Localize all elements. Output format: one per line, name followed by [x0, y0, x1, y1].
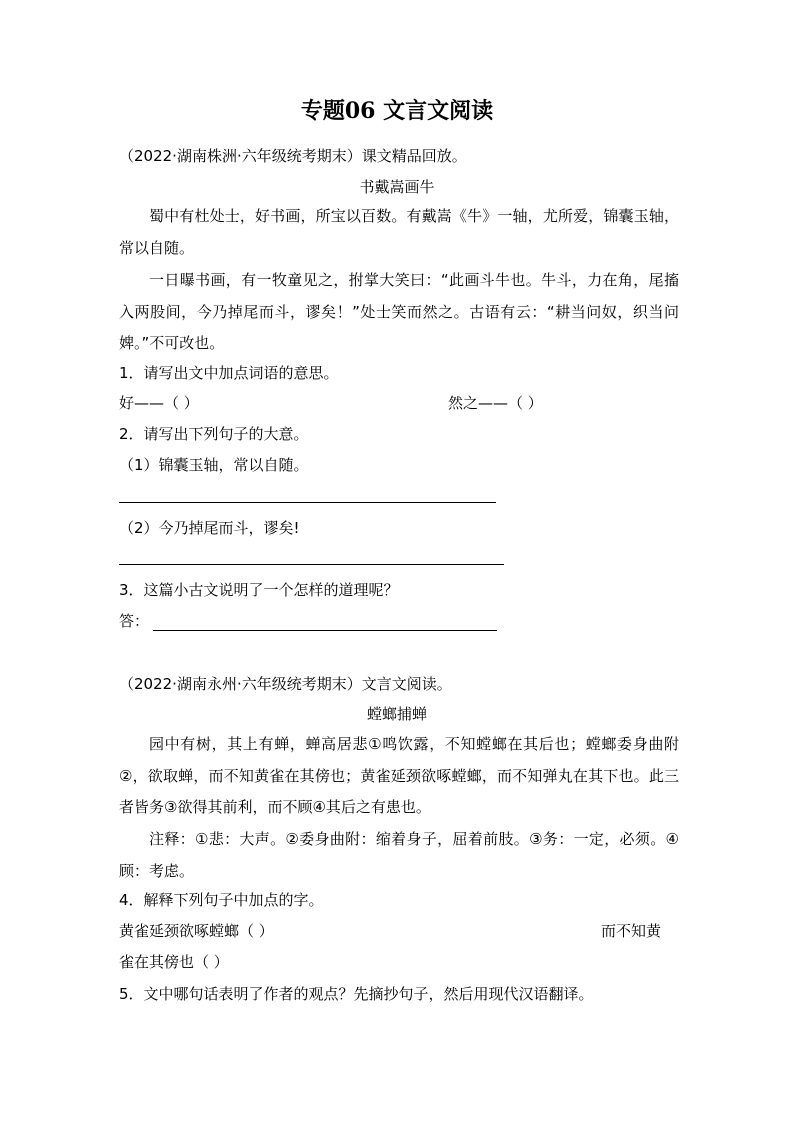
passage-2-paragraph-1: 园中有树，其上有蝉，蝉高居悲①鸣饮露，不知螳螂在其后也；螳螂委身曲附②，欲取蝉，而不知黄雀在其傍也；黄雀延颈欲啄螳螂，而不知弹丸在其下也。此三者皆务③欲得其前利，而不顾④其后之有患也。 [119, 735, 679, 816]
question-2-2: （2）今乃掉尾而斗，谬矣! [119, 519, 300, 537]
section-2-source: （2022·湖南永州·六年级统考期末）文言文阅读。 [119, 675, 452, 693]
question-1: 1．请写出文中加点词语的意思。 [119, 364, 339, 382]
passage-1-paragraph-2: 一日曝书画，有一牧童见之，拊掌大笑曰：“此画斗牛也。牛斗，力在角，尾搐入两股间，今乃掉尾而斗，谬矣！”处士笑而然之。古语有云：“耕当问奴，织当问婢。”不可改也。 [119, 271, 679, 352]
question-4-blank-1[interactable]: 黄雀延颈欲啄螳螂（ ） [119, 922, 274, 940]
question-2: 2．请写出下列句子的大意。 [119, 425, 309, 443]
question-1-blank-ranzhi[interactable]: 然之——（ ） [448, 394, 543, 412]
question-4: 4．解释下列句子中加点的字。 [119, 891, 324, 909]
passage-2-title: 螳螂捕蝉 [366, 705, 427, 723]
question-4-blank-2[interactable]: 雀在其傍也（ ） [119, 953, 229, 971]
answer-line-3[interactable] [153, 630, 497, 631]
question-1-blank-hao[interactable]: 好——（ ） [119, 394, 199, 412]
passage-1-paragraph-1: 蜀中有杜处士，好书画，所宝以百数。有戴嵩《牛》一轴，尤所爱，锦囊玉轴，常以自随。 [119, 207, 679, 257]
page-title: 专题06 文言文阅读 [300, 98, 494, 124]
passage-2-annotation: 注释：①悲：大声。②委身曲附：缩着身子，屈着前肢。③务：一定，必须。④顾：考虑。 [119, 830, 679, 880]
section-1-source: （2022·湖南株洲·六年级统考期末）课文精品回放。 [119, 147, 467, 165]
question-2-1: （1）锦囊玉轴，常以自随。 [119, 456, 309, 474]
question-3: 3．这篇小古文说明了一个怎样的道理呢？ [119, 581, 399, 599]
question-4-blank-2-start: 而不知黄 [601, 922, 662, 940]
question-5: 5．文中哪句话表明了作者的观点？先摘抄句子，然后用现代汉语翻译。 [119, 985, 594, 1003]
passage-1-title: 书戴嵩画牛 [359, 178, 435, 196]
answer-line-2-2[interactable] [119, 564, 504, 565]
answer-label: 答： [119, 612, 150, 630]
answer-line-2-1[interactable] [119, 502, 496, 503]
question-3-answer-row [119, 611, 497, 631]
